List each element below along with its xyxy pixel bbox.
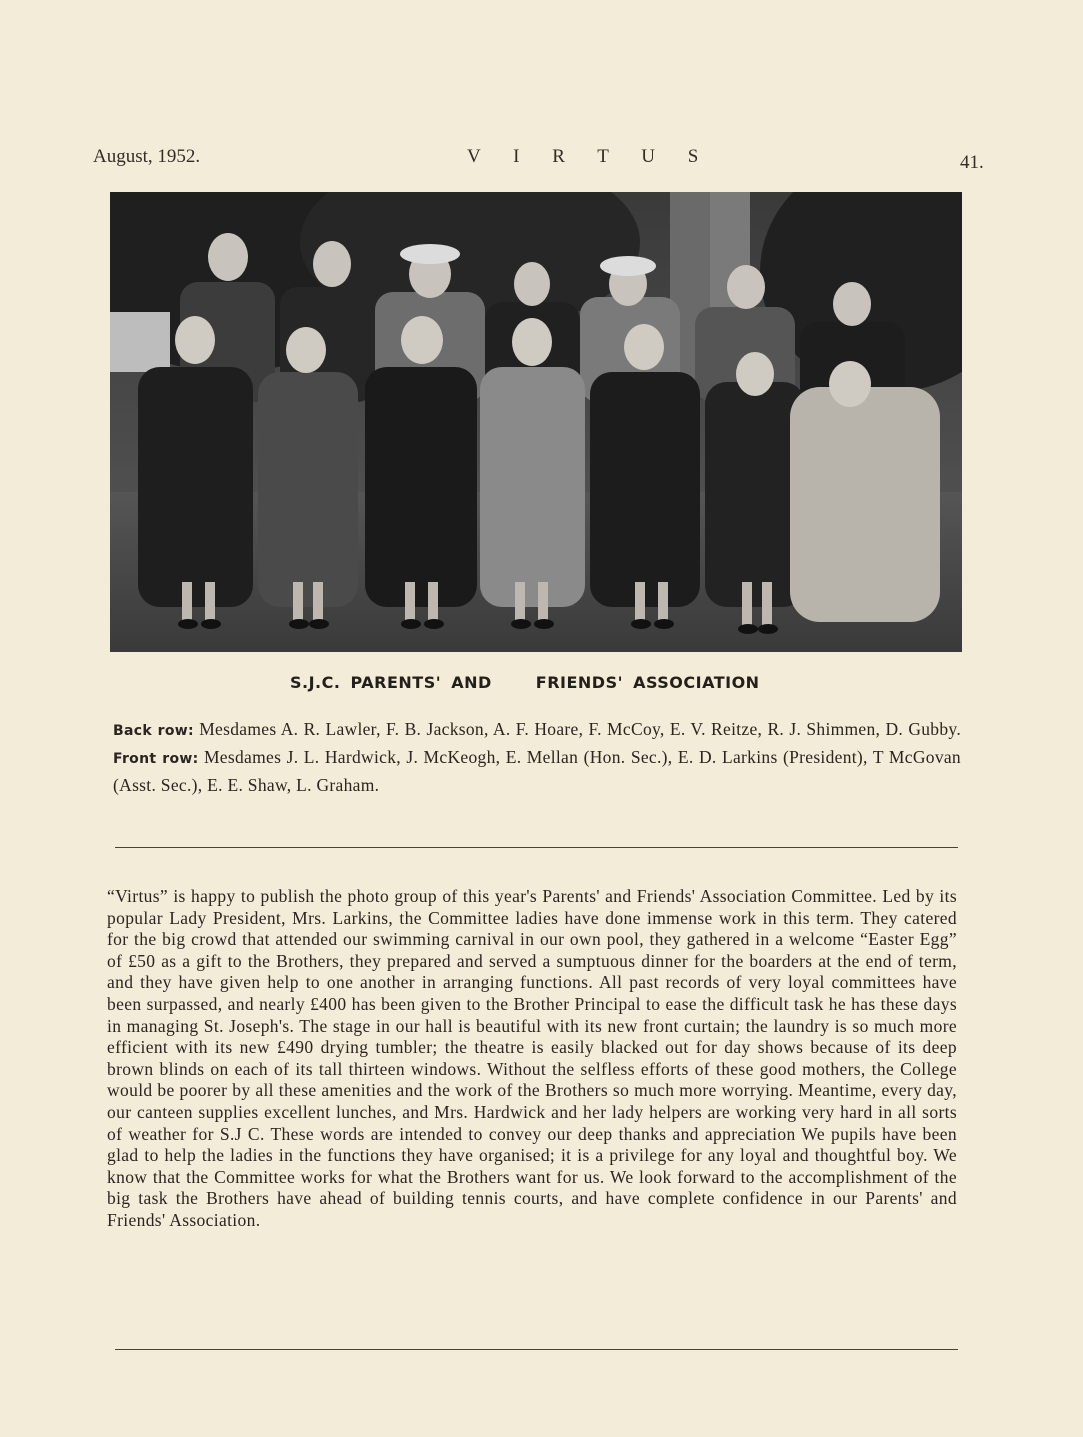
divider-bottom: [115, 1349, 958, 1350]
divider-top: [115, 847, 958, 848]
caption-part-1: S.J.C. PARENTS' AND: [290, 673, 492, 692]
back-row-names: Mesdames A. R. Lawler, F. B. Jackson, A. F. Hoare, F. McCoy, E. V. Reitze, R. J. Shimmen, D. Gubby.: [199, 719, 961, 739]
issue-date: August, 1952.: [93, 146, 201, 167]
article-body: “Virtus” is happy to publish the photo group of this year's Parents' and Friends' Association Committee. Led by its popular Lady President, Mrs. Larkins, the Committee ladies have done immense work in this term. They catered for the big crowd that attended our swimming carnival in our own pool, they gathered in a welcome “Easter Egg” of £50 as a gift to the Brothers, they prepared and served a sumptuous dinner for the boarders at the end of term, and they have given help to one another in arranging functions. All past records of very loyal committees have been surpassed, and nearly £400 has been given to the Brother Principal to ease the difficult task he has these days in managing St. Joseph's. The stage in our hall is beautiful with its new front curtain; the laundry is so much more efficient with its new £490 drying tumbler; the theatre is easily blacked out for day shows because of its deep brown blinds on each of its tall thirteen windows. Without the selfless efforts of these good mothers, the College would be poorer by all these amenities and the work of the Brothers so much more worrying. Meantime, every day, our canteen supplies excellent lunches, and Mrs. Hardwick and her lady helpers are working very hard in all sorts of weather for S.J C. These words are intended to convey our deep thanks and appreciation We pupils have been glad to help the ladies in the functions they have organised; it is a privilege for any loyal and thoughtful boy. We know that the Committee works for what the Brothers want for us. We look forward to the accomplishment of the big task the Brothers have ahead of building tennis courts, and have complete confidence in our Parents' and Friends' Association.: [107, 886, 957, 1230]
photo-caption: [290, 673, 760, 692]
page-number: 41.: [960, 152, 984, 173]
group-photo: [110, 192, 962, 652]
caption-part-2: FRIENDS' ASSOCIATION: [535, 673, 760, 692]
front-row-label: Front row:: [113, 751, 199, 767]
magazine-title: V I R T U S: [467, 146, 713, 167]
names-list: [113, 716, 961, 798]
back-row-label: Back row:: [113, 723, 194, 739]
group-photo-illustration: [110, 192, 962, 652]
front-row-names: Mesdames J. L. Hardwick, J. McKeogh, E. Mellan (Hon. Sec.), E. D. Larkins (President), T McGovan (Asst. Sec.), E. E. Shaw, L. Graham.: [113, 747, 961, 795]
